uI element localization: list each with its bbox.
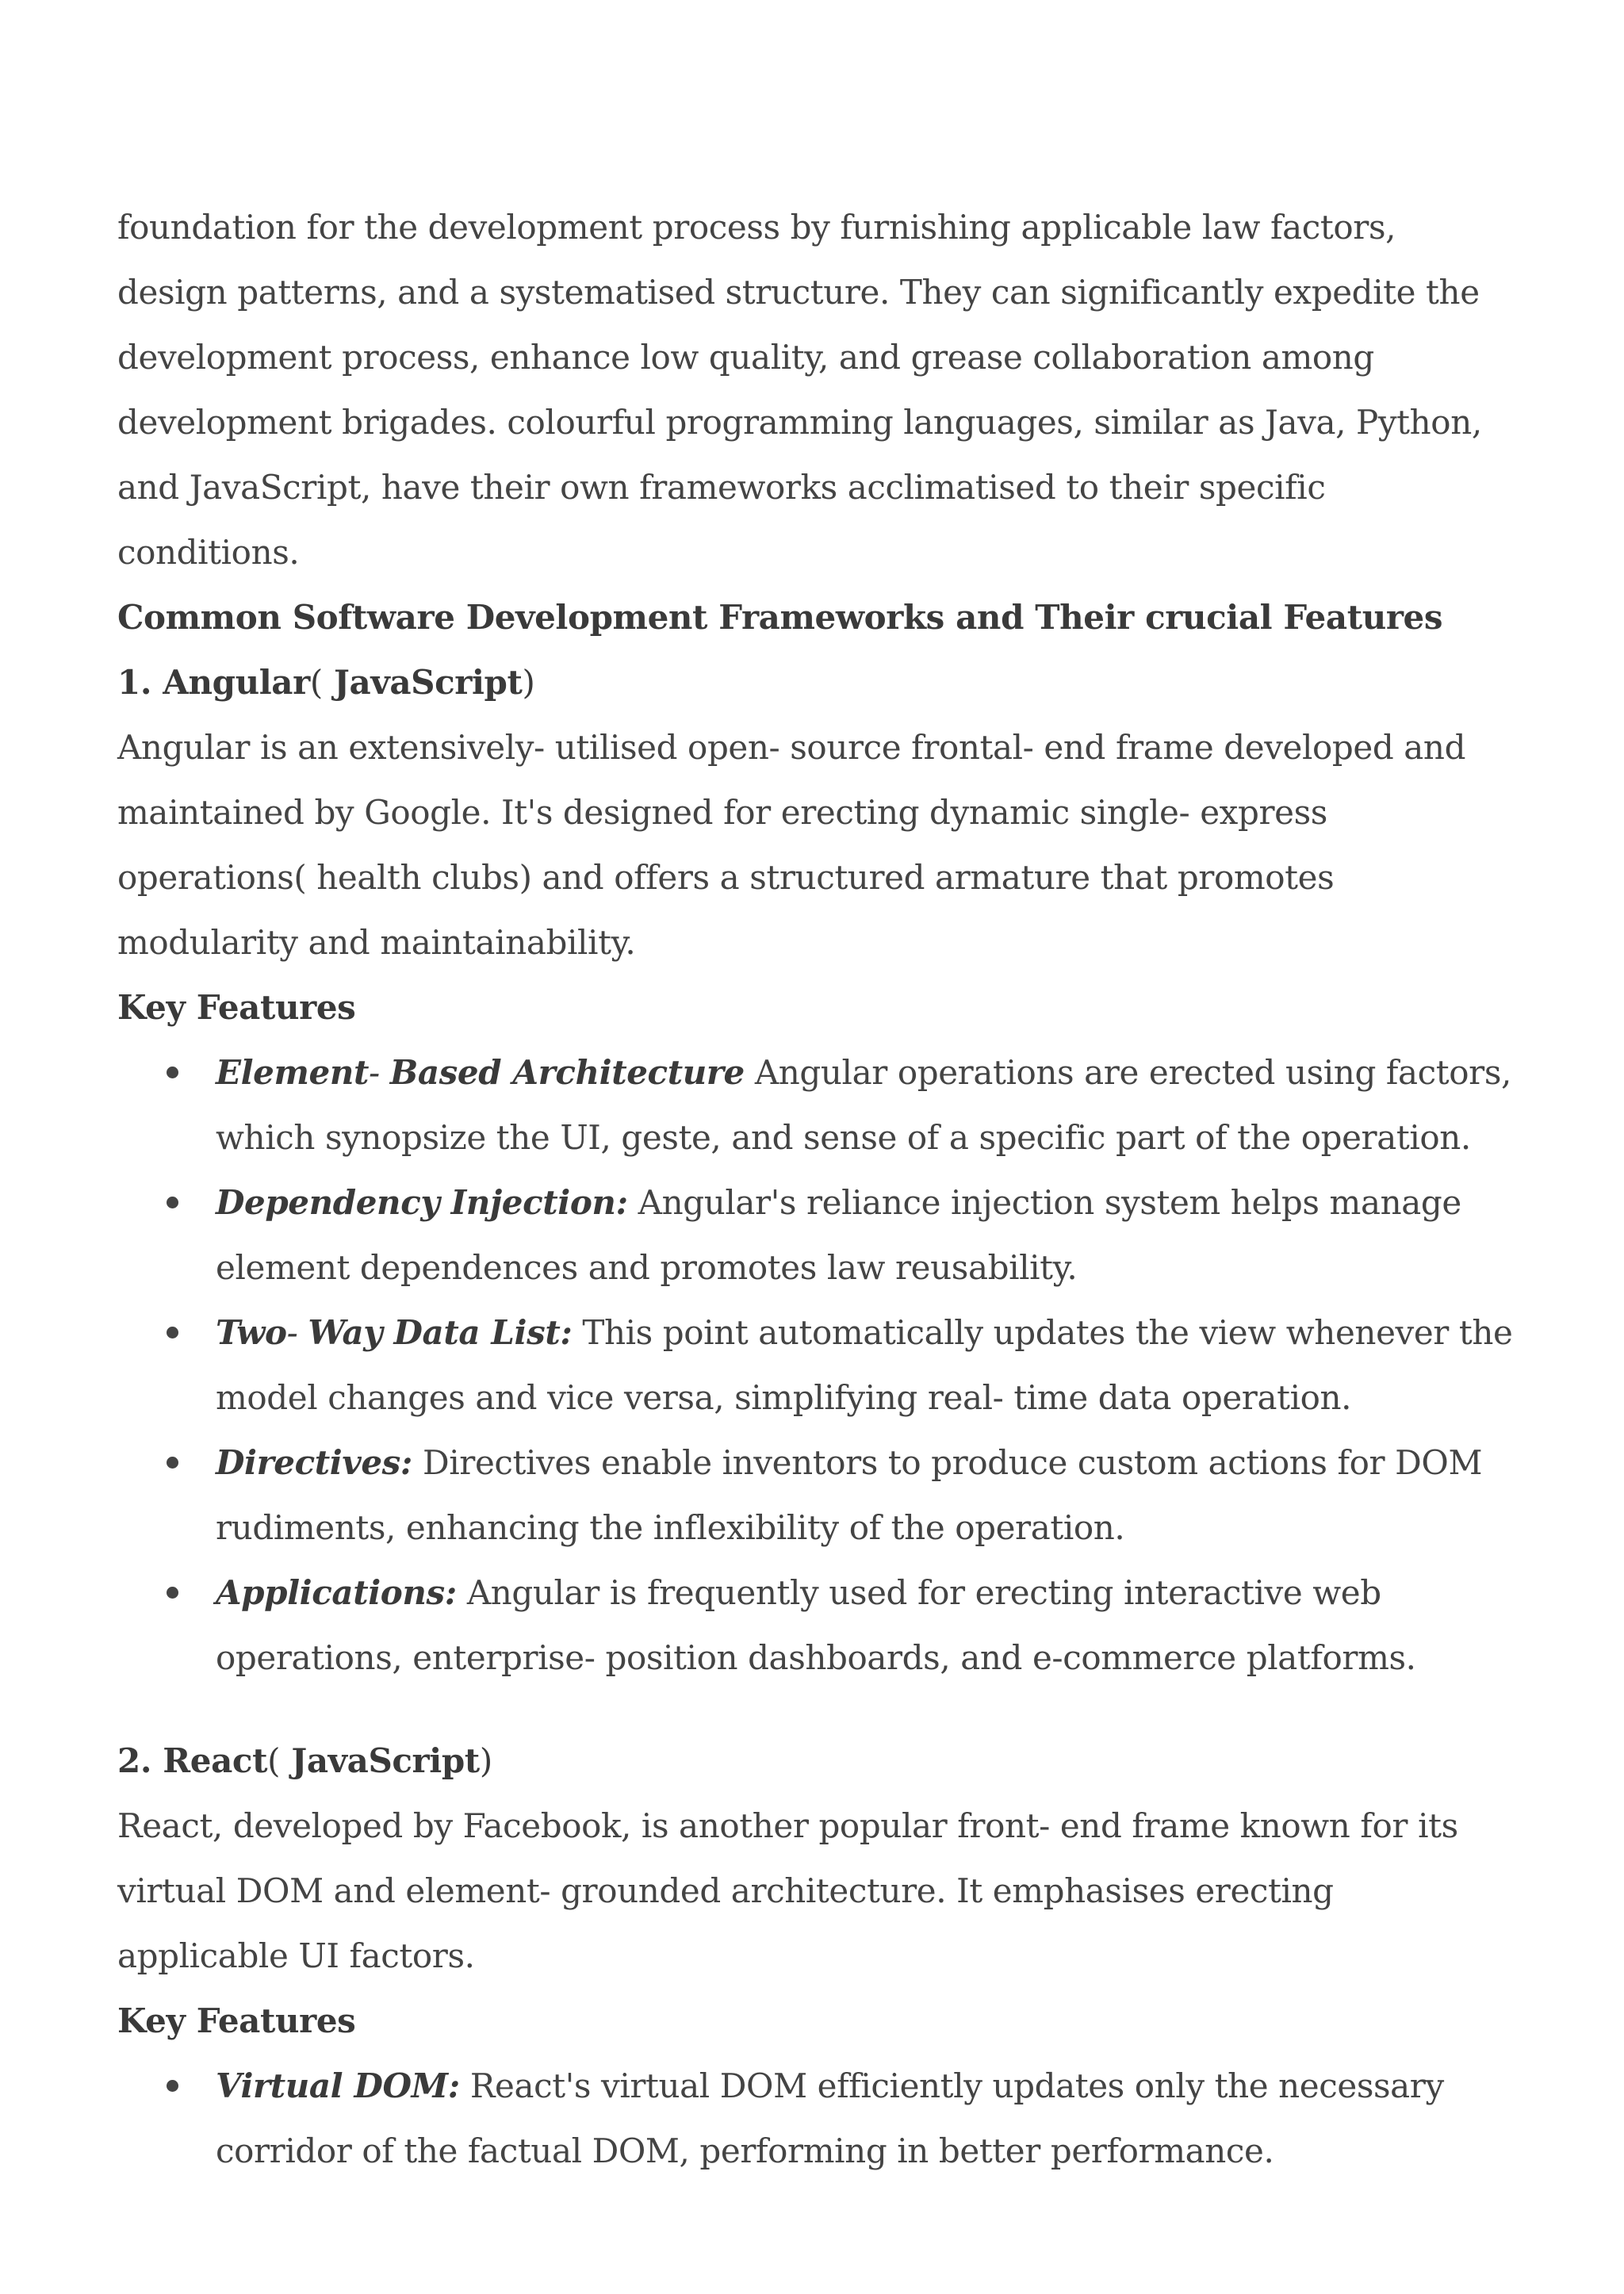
react-features-list — [117, 2054, 1513, 2184]
feature-term: Element- Based Architecture — [216, 1053, 745, 1092]
angular-features-heading: Key Features — [117, 988, 356, 1027]
bullet-icon — [167, 2080, 178, 2092]
angular-lang-close: ) — [522, 663, 535, 702]
list-item — [117, 1430, 1513, 1561]
angular-heading — [117, 650, 1513, 715]
react-heading — [117, 1729, 1513, 1794]
angular-name: Angular — [163, 663, 310, 702]
feature-text: Angular's reliance injection system helps manage element dependences and promotes law reusability. — [216, 1183, 1461, 1287]
react-features-heading: Key Features — [117, 2001, 356, 2040]
spacer — [117, 1691, 1513, 1729]
angular-number: 1. — [117, 663, 152, 702]
document-page — [117, 195, 1513, 2184]
list-item — [117, 1300, 1513, 1430]
feature-text: React's virtual DOM efficiently updates only the necessary corridor of the factual DOM, performing in better performance. — [216, 2066, 1444, 2170]
react-lang-open: ( — [267, 1741, 281, 1780]
bullet-icon — [167, 1587, 178, 1599]
feature-text: Directives enable inventors to produce custom actions for DOM rudiments, enhancing the inflexibility of the operation. — [216, 1443, 1483, 1547]
react-number: 2. — [117, 1741, 152, 1780]
feature-text: This point automatically updates the view whenever the model changes and vice versa, simplifying real- time data operation. — [216, 1313, 1513, 1417]
bullet-icon — [167, 1327, 178, 1338]
angular-features-list — [117, 1040, 1513, 1691]
list-item — [117, 1561, 1513, 1691]
feature-term: Virtual DOM: — [216, 2066, 460, 2105]
angular-lang-open: ( — [309, 663, 323, 702]
bullet-icon — [167, 1197, 178, 1208]
list-item — [117, 2054, 1513, 2184]
feature-text: Angular operations are erected using factors, which synopsize the UI, geste, and sense of a specific part of the operation. — [216, 1053, 1511, 1157]
feature-term: Directives: — [216, 1443, 413, 1482]
bullet-icon — [167, 1067, 178, 1078]
react-lang-close: ) — [479, 1741, 492, 1780]
bullet-icon — [167, 1457, 178, 1469]
feature-term: Dependency Injection: — [216, 1183, 628, 1222]
list-item — [117, 1170, 1513, 1300]
feature-term: Applications: — [216, 1573, 457, 1612]
feature-term: Two- Way Data List: — [216, 1313, 573, 1352]
list-item — [117, 1040, 1513, 1170]
react-name: React — [163, 1741, 268, 1780]
feature-text: Angular is frequently used for erecting interactive web operations, enterprise- position dashboards, and e-commerce platforms. — [216, 1573, 1416, 1677]
intro-paragraph: foundation for the development process by furnishing applicable law factors, design patterns, and a systematised structure. They can significantly expedite the development process, enhance low quality, and grease collaboration among development brigades. colourful programming languages, similar as Java, Python, and JavaScript, have their own frameworks acclimatised to their specific conditions. — [117, 208, 1482, 572]
angular-lang: JavaScript — [334, 663, 523, 702]
react-description: React, developed by Facebook, is another popular front- end frame known for its virtual DOM and element- grounded architecture. It emphasises erecting applicable UI factors. — [117, 1806, 1458, 1975]
react-lang: JavaScript — [291, 1741, 480, 1780]
angular-description: Angular is an extensively- utilised open- source frontal- end frame developed and maintained by Google. It's designed for erecting dynamic single- express operations( health clubs) and offers a structured armature that promotes modularity and maintainability. — [117, 728, 1466, 962]
section-heading: Common Software Development Frameworks and Their crucial Features — [117, 598, 1443, 637]
